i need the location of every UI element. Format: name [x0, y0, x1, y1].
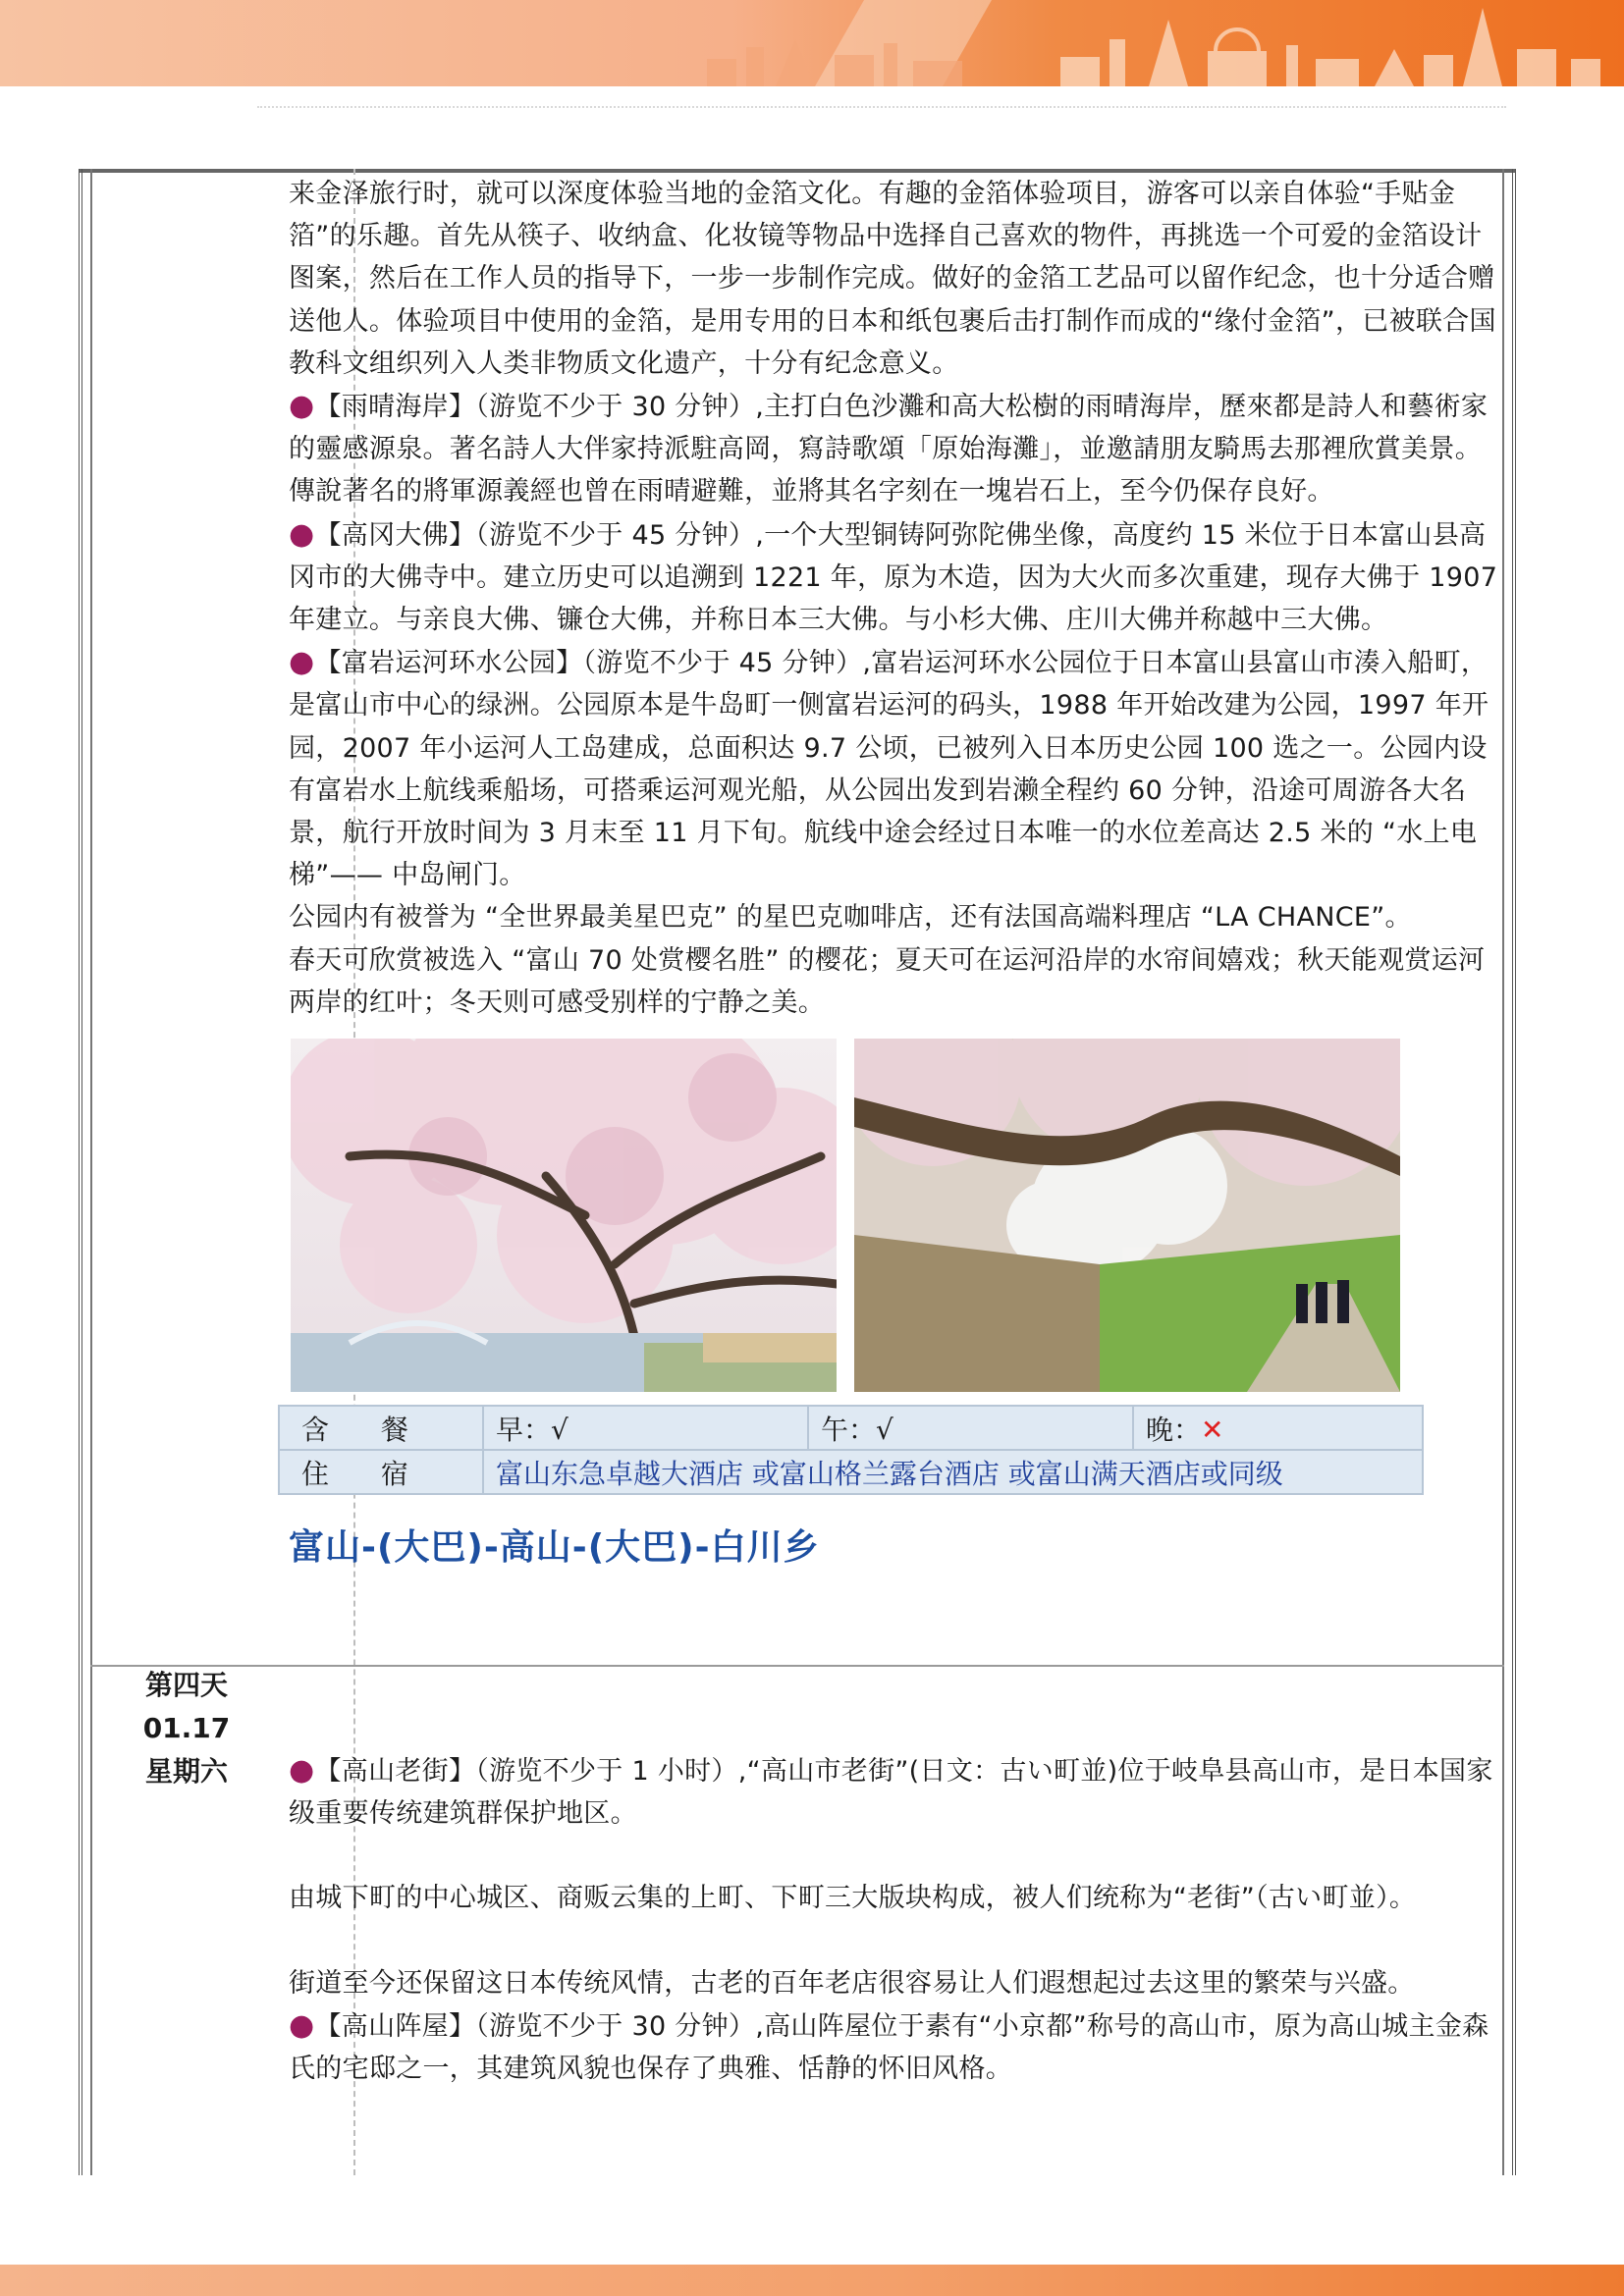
- day4-content: [289, 1749, 1502, 2090]
- row-divider: [90, 1665, 1504, 1667]
- day3-content: [289, 173, 1502, 1024]
- bullet-icon: ●: [289, 2007, 315, 2043]
- day-date: 01.17: [142, 1712, 231, 1744]
- header-divider: [257, 106, 1506, 108]
- dinner-cell: [1133, 1406, 1423, 1450]
- skyline-illustration: [0, 0, 1624, 86]
- cherry-blossom-river-photo: [291, 1039, 837, 1392]
- seasons-paragraph: 春天可欣赏被选入 “富山 70 处赏樱名胜” 的樱花；夏天可在运河沿岸的水帘间嬉戏；秋天能观赏运河两岸的红叶；冬天则可感受别样的宁静之美。: [289, 944, 1486, 1018]
- day4-date-cell: [98, 1664, 275, 1793]
- gold-leaf-paragraph: 来金泽旅行时，就可以深度体验当地的金箔文化。有趣的金箔体验项目，游客可以亲自体验“手贴金箔”的乐趣。首先从筷子、收纳盒、化妆镜等物品中选择自己喜欢的物件，再挑选一个可爱的金箔设计图案，然后在工作人员的指导下，一步一步制作完成。做好的金箔工艺品可以留作纪念，也十分适合赠送他人。体验项目中使用的金箔，是用专用的日本和纸包裹后击打制作而成的“缘付金箔”，已被联合国教科文组织列入人类非物质文化遗产，十分有纪念意义。: [289, 179, 1496, 379]
- lodging-row: [279, 1450, 1423, 1494]
- starbucks-paragraph: 公园内有被誉为 “全世界最美星巴克” 的星巴克咖啡店，还有法国高端料理店 “LA CHANCE”。: [289, 902, 1412, 934]
- photo-strip: [291, 1039, 1498, 1392]
- meals-lodging-table: [278, 1405, 1424, 1495]
- dinner-label: 晚：: [1146, 1413, 1202, 1446]
- lodging-label: 住 宿: [279, 1450, 483, 1494]
- jinya-paragraph: ●【高山阵屋】（游览不少于 30 分钟）,高山阵屋位于素有“小京都”称号的高山市，原为高山城主金森氏的宅邸之一，其建筑风貌也保存了典雅、恬静的怀旧风格。: [289, 2007, 1489, 2085]
- fugan-park-paragraph: ●【富岩运河环水公园】（游览不少于 45 分钟）,富岩运河环水公园位于日本富山县富山市湊入船町，是富山市中心的绿洲。公园原本是牛岛町一侧富岩运河的码头，1988 年开始改建为公园，1997 年开园，2007 年小运河人工岛建成，总面积达 9.7 公顷，已被列入日本历史公园 100 选之一。公园内设有富岩水上航线乘船场，可搭乘运河观光船，从公园出发到岩濑全程约 60 分钟，沿途可周游各大名景，航行开放时间为 3 月末至 11 月下旬。航线中途会经过日本唯一的水位差高达 2.5 米的 “水上电梯”—— 中岛闸门。: [289, 645, 1489, 891]
- bullet-icon: ●: [289, 516, 315, 552]
- old-town-paragraph: 由城下町的中心城区、商贩云集的上町、下町三大版块构成，被人们统称为“老街”（古い町並）。: [289, 1883, 1417, 1914]
- cherry-blossom-walkway-photo: [854, 1039, 1400, 1392]
- table-right-border: [1502, 169, 1516, 2175]
- takaoka-buddha-paragraph: ●【高冈大佛】（游览不少于 45 分钟）,一个大型铜铸阿弥陀佛坐像，高度约 15 米位于日本富山县高冈市的大佛寺中。建立历史可以追溯到 1221 年，原为木造，因为大火而多次重建，现存大佛于 1907 年建立。与亲良大佛、镰仓大佛，并称日本三大佛。与小杉大佛、庄川大佛并称越中三大佛。: [289, 516, 1498, 636]
- header-banner: [0, 0, 1624, 86]
- hotel-list: 富山东急卓越大酒店 或富山格兰露台酒店 或富山满天酒店或同级: [483, 1450, 1423, 1494]
- meals-row: [279, 1406, 1423, 1450]
- amaharashi-paragraph: ●【雨晴海岸】（游览不少于 30 分钟）,主打白色沙灘和高大松樹的雨晴海岸，歷來都是詩人和藝術家的靈感源泉。著名詩人大伴家持派駐高岡，寫詩歌頌「原始海灘」，並邀請朋友騎馬去那裡欣賞美景。傳說著名的將軍源義經也曾在雨晴避難，並將其名字刻在一塊岩石上，至今仍保存良好。: [289, 389, 1489, 507]
- breakfast-cell: 早：√: [483, 1406, 808, 1450]
- day-number: 第四天: [144, 1669, 228, 1701]
- day4-route-title: 富山-(大巴)-高山-(大巴)-白川乡: [289, 1527, 820, 1568]
- bullet-icon: ●: [289, 645, 315, 680]
- day-weekday: 星期六: [144, 1755, 228, 1788]
- meals-label: 含 餐: [279, 1406, 483, 1450]
- table-left-border: [79, 169, 92, 2175]
- bullet-icon: ●: [289, 389, 315, 424]
- bullet-icon: ●: [289, 1753, 315, 1788]
- lunch-cell: 午：√: [808, 1406, 1133, 1450]
- tradition-paragraph: 街道至今还保留这日本传统风情，古老的百年老店很容易让人们遐想起过去这里的繁荣与兴盛。: [289, 1967, 1415, 1999]
- takayama-street-paragraph: ●【高山老街】（游览不少于 1 小时）,“高山市老街”(日文：古い町並)位于岐阜县高山市，是日本国家级重要传统建筑群保护地区。: [289, 1753, 1493, 1830]
- footer-banner: [0, 2265, 1624, 2296]
- cross-icon: ✕: [1201, 1413, 1224, 1446]
